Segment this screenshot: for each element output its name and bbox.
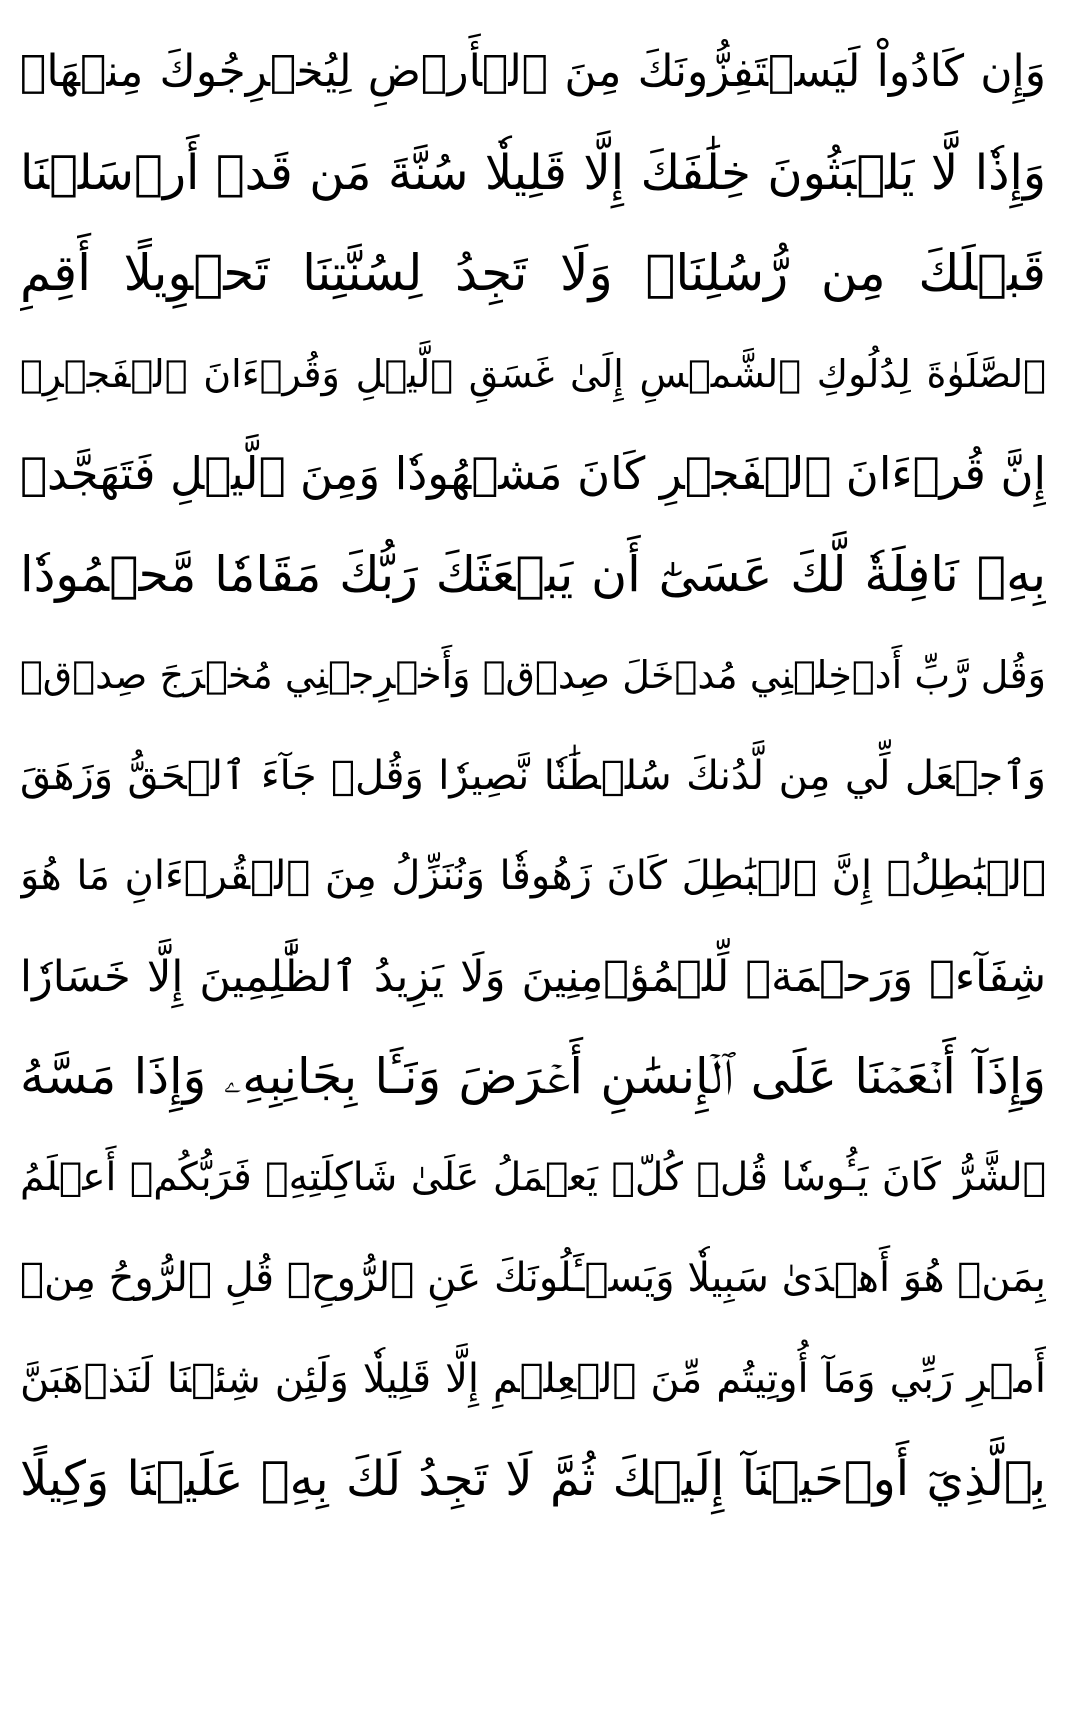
verse-line-15: بِٱلَّذِيٓ أَوۡحَيۡنَآ إِلَيۡكَ ثُمَّ لَا تَجِدُ لَكَ بِهِۦ عَلَيۡنَا وَكِيلًا [20,1451,1046,1507]
verse-line-14: أَمۡرِ رَبِّي وَمَآ أُوتِيتُم مِّنَ ٱلۡعِلۡمِ إِلَّا قَلِيلٗا وَلَئِن شِئۡنَا لَنَذۡهَبَنَّ [20,1355,1046,1402]
verse-line-5: إِنَّ قُرۡءَانَ ٱلۡفَجۡرِ كَانَ مَشۡهُودٗا وَمِنَ ٱلَّيۡلِ فَتَهَجَّدۡ [20,447,1046,500]
verse-line-13: بِمَنۡ هُوَ أَهۡدَىٰ سَبِيلٗا وَيَسۡـَٔلُونَكَ عَنِ ٱلرُّوحِۖ قُلِ ٱلرُّوحُ مِنۡ [20,1255,1046,1301]
verse-line-9: ٱلۡبَٰطِلُۚ إِنَّ ٱلۡبَٰطِلَ كَانَ زَهُوقٗا وَنُنَزِّلُ مِنَ ٱلۡقُرۡءَانِ مَا هُوَ [20,853,1046,899]
verse-line-7: وَقُل رَّبِّ أَدۡخِلۡنِي مُدۡخَلَ صِدۡقٖ وَأَخۡرِجۡنِي مُخۡرَجَ صِدۡقٖ [20,653,1046,697]
verse-line-3: قَبۡلَكَ مِن رُّسُلِنَاۖ وَلَا تَجِدُ لِسُنَّتِنَا تَحۡوِيلًا أَقِمِ [20,244,1046,302]
verse-line-11: وَإِذَآ أَنۡعَمۡنَا عَلَى ٱلۡإِنسَٰنِ أَعۡرَضَ وَنَـَٔا بِجَانِبِهِۦ وَإِذَا مَسَّهُ [20,1048,1046,1105]
verse-line-10: شِفَآءٞ وَرَحۡمَةٞ لِّلۡمُؤۡمِنِينَ وَلَا يَزِيدُ ٱلظَّٰلِمِينَ إِلَّا خَسَارٗا [20,951,1046,1002]
verse-line-12: ٱلشَّرُّ كَانَ يَـُٔوسٗا قُلۡ كُلّٞ يَعۡمَلُ عَلَىٰ شَاكِلَتِهِۦ فَرَبُّكُمۡ أَعۡلَمُ [20,1154,1046,1200]
verse-line-1: وَإِن كَادُواْ لَيَسۡتَفِزُّونَكَ مِنَ ٱلۡأَرۡضِ لِيُخۡرِجُوكَ مِنۡهَاۖ [20,46,1046,97]
verse-line-6: بِهِۦ نَافِلَةٗ لَّكَ عَسَىٰٓ أَن يَبۡعَثَكَ رَبُّكَ مَقَامٗا مَّحۡمُودٗا [20,545,1046,603]
verse-line-2: وَإِذٗا لَّا يَلۡبَثُونَ خِلَٰفَكَ إِلَّا قَلِيلٗا سُنَّةَ مَن قَدۡ أَرۡسَلۡنَا [20,144,1046,201]
verse-line-4: ٱلصَّلَوٰةَ لِدُلُوكِ ٱلشَّمۡسِ إِلَىٰ غَسَقِ ٱلَّيۡلِ وَقُرۡءَانَ ٱلۡفَجۡرِۖ [20,351,1046,396]
verse-line-8: وَٱجۡعَل لِّي مِن لَّدُنكَ سُلۡطَٰنٗا نَّصِيرٗا وَقُلۡ جَآءَ ٱلۡحَقُّ وَزَهَقَ [20,752,1046,799]
